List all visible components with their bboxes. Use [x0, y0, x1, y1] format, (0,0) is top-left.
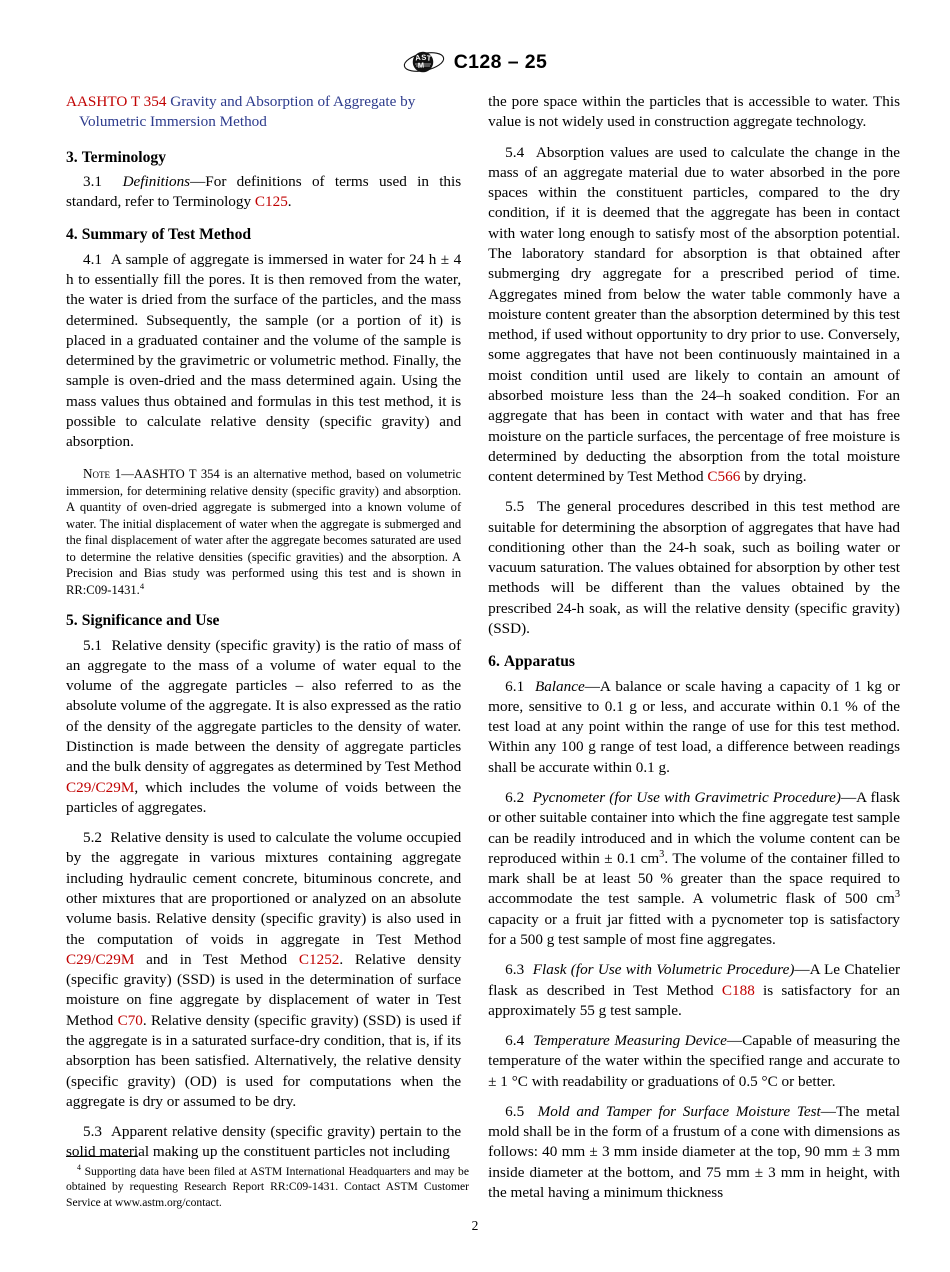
footnote-4 — [66, 1164, 469, 1210]
paragraph-number-5-5: 5.5 — [505, 498, 525, 516]
paragraph-5-4-text-a: Absorption values are used to calculate the change in the mass of an aggregate material due to water absorbed in the pore spaces within the constituent particles, compared to the dry condition, if it is deemed that the aggregate has been in contact with water long enough to satisfy most of the absorption potential. The laboratory standard for absorption is that obtained after submerging dry aggregate for a prescribed period of time. Aggregates mined from below the water table commonly have a moisture content greater than the absorption determined by this test method, if used without opportunity to dry prior to use. Conversely, some aggregates that have not been continuously maintained in a moist condition until used are likely to contain an amount of absorbed moisture less than the 24–h soaked condition. For an aggregate that has been in contact with water and that has free moisture on the particle surfaces, the percentage of free moisture is determined by deducting the absorption from the total moisture content determined by Test Method — [488, 143, 900, 486]
paragraph-5-1-text-a: Relative density (specific gravity) is the ratio of mass of an aggregate to the mass of a volume of water equal to the volume of the aggregate particles – also referred to as the absolute volume of the aggregate. It is also expressed as the ratio of the density of the aggregate particles to the density of water. Distinction is made between the density of aggregate particles and the bulk density of aggregates as determined by Test Method — [66, 636, 462, 776]
section-number-6: 6. — [488, 653, 500, 671]
astm-logo — [403, 48, 445, 76]
paragraph-5-4 — [488, 143, 900, 488]
superscript-cubed-b: 3 — [894, 889, 900, 901]
note-label: Note 1 — [83, 466, 122, 482]
paragraph-number-3-1: 3.1 — [83, 172, 102, 190]
paragraph-5-2-text-d: . Relative density (specific gravity) (SSD) is used if the aggregate is in a saturated surface-dry condition, that is, if its absorption has been satisfied. Alternatively, the relative density (specific gravity) (OD) is used for computations when the aggregate is dry or assumed to be dry. — [66, 1011, 462, 1110]
link-c188[interactable]: C188 — [721, 981, 755, 999]
superscript-cubed-a: 3 — [659, 848, 665, 860]
aashto-link[interactable]: AASHTO T 354 — [66, 93, 167, 110]
footnote-marker: 4 — [77, 1162, 81, 1172]
em-dash-6-4: — — [726, 1032, 743, 1050]
note-dash: — — [121, 467, 134, 482]
paragraph-6-5 — [488, 1102, 900, 1203]
paragraph-4-1 — [66, 250, 461, 453]
paragraph-5-1 — [66, 636, 461, 819]
footnote-block — [66, 1156, 469, 1210]
aashto-title-line2[interactable]: Volumetric Immersion Method — [79, 113, 267, 131]
paragraph-5-2 — [66, 828, 461, 1112]
link-c29-c29m-b[interactable]: C29/C29M — [66, 950, 135, 968]
paragraph-6-4-text: Capable of measuring the temperature of the water within the specified range and accurate to ± 1 °C with readability or graduations of 0.5 °C or better. — [488, 1032, 901, 1090]
paragraph-5-4-text-b: by drying. — [740, 468, 807, 486]
term-balance: Balance — [534, 677, 585, 695]
section-title-3: Terminology — [81, 148, 167, 166]
footnote-divider — [66, 1156, 138, 1157]
paragraph-3-1-text: For definitions of terms used in this standard, refer to Terminology — [66, 172, 462, 211]
section-number-4: 4. — [66, 226, 78, 244]
paragraph-5-5 — [488, 497, 900, 639]
section-heading-6 — [488, 652, 900, 672]
section-heading-5 — [66, 611, 461, 631]
paragraph-6-1 — [488, 677, 900, 778]
paragraph-number-5-4: 5.4 — [505, 143, 525, 161]
paragraph-number-5-3: 5.3 — [83, 1123, 102, 1141]
section-number-5: 5. — [66, 612, 78, 630]
link-c29-c29m-a[interactable]: C29/C29M — [66, 778, 135, 796]
paragraph-6-1-text: A balance or scale having a capacity of 1 kg or more, sensitive to 0.1 g or less, and accurate within 0.1 % of the test load at any point within the range of use for this test method. Within any 100 g range of test load, a difference between readings shall be accurate within 0.1 g. — [488, 677, 900, 776]
note-1 — [66, 465, 461, 598]
right-column — [488, 92, 901, 1202]
paragraph-6-4 — [488, 1031, 900, 1092]
paragraph-continued-text: the pore space within the particles that is accessible to water. This value is not widely used in construction aggregate technology. — [488, 93, 900, 131]
term-definitions: Definitions — [122, 172, 191, 190]
paragraph-3-1-period: . — [287, 193, 292, 211]
paragraph-6-2 — [488, 788, 900, 950]
paragraph-5-2-text-a: Relative density is used to calculate the volume occupied by the aggregate in various mixtures containing aggregate including hydraulic cement concrete, bituminous concrete, and other mixtures that are proportioned or analyzed on an absolute volume basis. Relative density (specific gravity) is also used in the computation of voids in aggregate in Test Method — [66, 829, 462, 948]
paragraph-number-6-4: 6.4 — [505, 1032, 525, 1050]
term-pycnometer: Pycnometer (for Use with Gravimetric Procedure) — [532, 788, 841, 806]
paragraph-5-2-text-c: . Relative density (specific gravity) (SSD) is used in the determination of surface moisture on fine aggregate by displacement of water in Test Method — [66, 950, 462, 1029]
paragraph-number-6-2: 6.2 — [505, 788, 525, 806]
paragraph-number-6-1: 6.1 — [505, 677, 525, 695]
em-dash-6-2: — — [840, 788, 857, 806]
section-title-6: Apparatus — [503, 653, 575, 671]
em-dash-6-3: — — [794, 961, 810, 979]
paragraph-6-3-text-a: A Le Chatelier flask as described in Test Method — [488, 961, 901, 999]
link-c566[interactable]: C566 — [707, 468, 741, 486]
paragraph-6-3 — [488, 960, 900, 1021]
paragraph-number-5-1: 5.1 — [83, 636, 102, 654]
section-heading-3 — [66, 148, 461, 168]
paragraph-5-5-text: The general procedures described in this test method are suitable for determining the absorption of aggregates that have had conditioning other than the 24-h soak, such as boiling water or vacuum saturation. The values obtained for absorption by other test methods will be different than the values obtained by the prescribed 24-h soak, as will the relative density (specific gravity) (SSD). — [488, 498, 901, 638]
section-title-5: Significance and Use — [81, 612, 220, 630]
section-heading-4 — [66, 225, 461, 245]
footnote-text: Supporting data have been filed at ASTM International Headquarters and may be obtained by requesting Research Report RR:C09-1431. Contact ASTM Customer Service at www.astm.org/contact. — [66, 1164, 469, 1209]
term-flask: Flask (for Use with Volumetric Procedure) — [532, 961, 795, 979]
aashto-reference-title — [66, 92, 461, 133]
em-dash-6-5: — — [820, 1102, 836, 1120]
paragraph-5-1-text-b: , which includes the volume of voids between the particles of aggregates. — [66, 778, 462, 816]
paragraph-6-5-text: The metal mold shall be in the form of a frustum of a cone with dimensions as follows: 40 mm ± 3 mm inside diameter at the top, 90 mm ± 3 mm inside diameter at the bottom, and 75 mm ± 3 mm in height, with the metal having a minimum thickness — [488, 1102, 900, 1202]
note-footnote-marker[interactable]: 4 — [139, 580, 145, 591]
paragraph-number-6-3: 6.3 — [505, 961, 525, 979]
paragraph-5-2-text-b: and in Test Method — [134, 950, 299, 968]
link-c1252[interactable]: C1252 — [298, 950, 340, 968]
term-temperature-measuring-device: Temperature Measuring Device — [533, 1032, 727, 1050]
em-dash-3-1: — — [190, 172, 206, 190]
term-mold-and-tamper: Mold and Tamper for Surface Moisture Test — [537, 1102, 821, 1120]
document-header — [0, 48, 950, 76]
note-text: AASHTO T 354 is an alternative method, based on volumetric immersion, for determining relative density (specific gravity) and absorption. A quantity of oven-dried aggregate is submerged into a known volume of water. The initial displacement of water when the aggregate is submerged and the final displacement of water after the aggregate becomes saturated are used to determine the relative densities (specific gravities) and the absorption. A Precision and Bias study was performed using this test and is shown in RR:C09-1431. — [66, 467, 462, 597]
paragraph-5-3-text: Apparent relative density (specific gravity) pertain to the solid material making up the constituent particles not including — [66, 1123, 462, 1161]
document-columns — [66, 92, 901, 1202]
link-c125[interactable]: C125 — [254, 193, 288, 211]
em-dash-6-1: — — [584, 677, 600, 695]
paragraph-4-1-text: A sample of aggregate is immersed in water for 24 h ± 4 h to essentially fill the pores. It is then removed from the water, the water is dried from the surface of the particles, and the mass determined. Subsequently, the sample (or a portion of it) is placed in a graduated container and the volume of the sample is determined by the gravimetric or volumetric method. Finally, the sample is oven-dried and the mass determined again. Using the mass values thus obtained and formulas in this test method, it is possible to calculate relative density (specific gravity) and absorption. — [66, 250, 462, 451]
paragraph-3-1 — [66, 172, 461, 213]
page-number: 2 — [471, 1218, 479, 1233]
section-title-4: Summary of Test Method — [81, 226, 252, 244]
aashto-title-line1[interactable]: Gravity and Absorption of Aggregate by — [166, 93, 416, 110]
paragraph-6-2-text-c: capacity or a fruit jar fitted with a pycnometer top is satisfactory for a 500 g test sample of most fine aggregates. — [488, 910, 900, 948]
svg-text:S: S — [420, 52, 427, 62]
link-c70[interactable]: C70 — [117, 1011, 143, 1029]
svg-text:A: A — [414, 52, 421, 63]
section-number-3: 3. — [66, 148, 78, 166]
svg-text:M: M — [417, 60, 425, 70]
paragraph-number-4-1: 4.1 — [83, 250, 102, 268]
paragraph-6-3-text-b: is satisfactory for an approximately 55 g test sample. — [488, 981, 900, 1019]
paragraph-number-5-2: 5.2 — [83, 829, 102, 847]
left-column — [66, 92, 461, 1197]
paragraph-6-2-text-a: A flask or other suitable container into which the fine aggregate test sample can be readily introduced and in which the volume content can be reproduced within ± 0.1 cm — [488, 788, 901, 867]
paragraph-number-6-5: 6.5 — [505, 1102, 525, 1120]
paragraph-continued-5-3 — [488, 92, 900, 133]
document-designation: C128 – 25 — [453, 50, 548, 73]
paragraph-6-2-text-b: . The volume of the container filled to mark shall be at least 50 % greater than the space required to accommodate the test sample. A volumetric flask of 500 cm — [488, 849, 901, 908]
svg-text:T: T — [426, 53, 432, 63]
